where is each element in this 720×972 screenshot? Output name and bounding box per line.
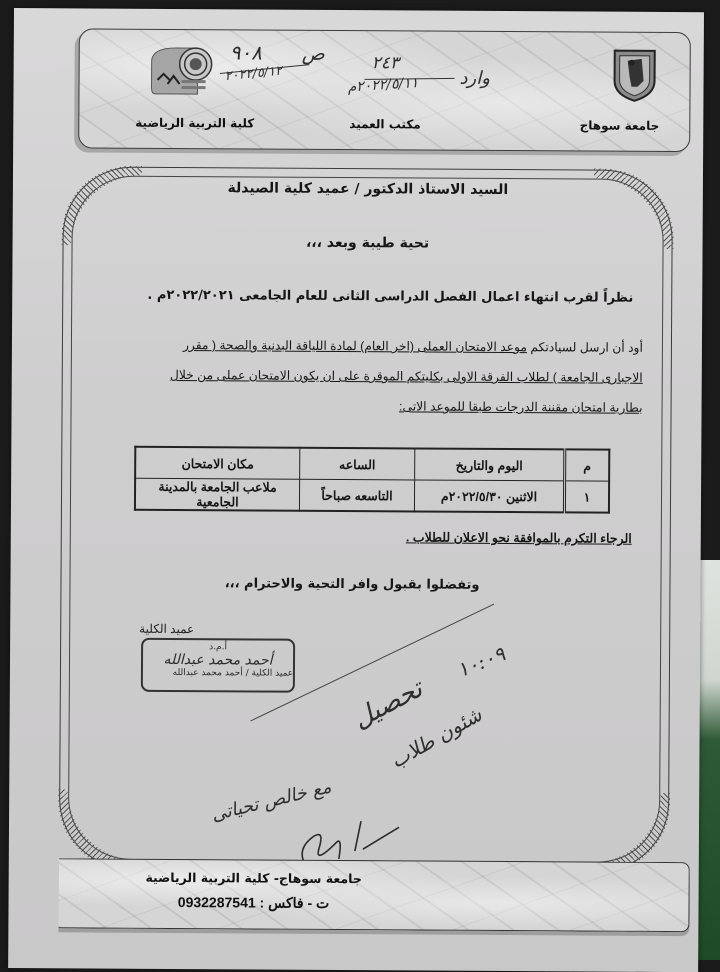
- contact-number: 0932287541: [177, 894, 256, 911]
- outgoing-date: ٢٠٢٢/٥/١٢: [224, 63, 283, 85]
- body-paragraph: [68, 329, 643, 423]
- handwritten-note-main: تحصيل: [348, 673, 428, 735]
- faculty-name: كلية التربية الرياضية: [135, 115, 255, 131]
- body-line-3: بطارية امتحان مقننة الدرجات طبقا للموعد الاتى:: [399, 399, 643, 415]
- cell-location: ملاعب الجامعة بالمدينة الجامعية: [135, 478, 300, 511]
- closing-line: وتفضلوا بقبول وافر التحية والاحترام ،،،: [224, 576, 480, 593]
- letter-body-frame: [59, 166, 673, 872]
- cell-time: التاسعه صباحاً: [299, 479, 414, 511]
- intro-paragraph: نظراً لقرب انتهاء اعمال الفصل الدراسى الثانى للعام الجامعى ٢٠٢٢/٢٠٢١م .: [147, 287, 634, 306]
- letter-page: [8, 8, 704, 972]
- stamp-position: عميد الكلية / أحمد محمد عبدالله: [172, 667, 294, 679]
- exam-schedule-table: [134, 446, 610, 514]
- header-time: الساعه: [300, 448, 415, 480]
- table-row: [135, 478, 609, 512]
- greeting: تحية طيبة وبعد ،،،: [305, 234, 430, 252]
- letterhead: [78, 28, 691, 152]
- university-name: جامعة سوهاج: [579, 118, 660, 133]
- outgoing-prefix: ص: [301, 42, 325, 65]
- handwritten-note-secondary: شئون طلاب: [386, 702, 486, 773]
- handwritten-note-left: مع خالص تحياتى: [209, 776, 334, 826]
- faculty-logo-icon: [147, 44, 227, 98]
- request-line: الرجاء التكرم بالموافقة نحو الاعلان للطلاب .: [405, 530, 632, 546]
- signatory-title: عميد الكلية: [139, 621, 195, 637]
- header-location: مكان الامتحان: [135, 447, 300, 480]
- incoming-number: ٢٤٣: [371, 53, 400, 74]
- header-index: م: [565, 449, 610, 481]
- body-line-1: [69, 329, 643, 363]
- header-date: اليوم والتاريخ: [415, 448, 565, 480]
- sohag-university-emblem-icon: [611, 47, 657, 103]
- dean-office-label: مكتب العميد: [349, 117, 421, 132]
- letter-content: [60, 167, 672, 871]
- background-surface: [698, 560, 720, 960]
- footer-address: جامعة سوهاج- كلية التربية الرياضية: [145, 869, 362, 887]
- handwritten-time: ١٠:٠٩: [453, 641, 509, 683]
- body-line-1-plain: أود أن ارسل لسيادتكم: [526, 340, 643, 355]
- footer-contact: [58, 893, 448, 912]
- stamp-name: أحمد محمد عبدالله: [163, 651, 273, 669]
- cell-date: الاثنين ٢٠٢٢/٥/٣٠م: [414, 480, 564, 512]
- cell-index: ١: [564, 481, 609, 513]
- addressee: السيد الاستاذ الدكتور / عميد كلية الصيدلة: [227, 180, 509, 199]
- stamp-rank: أ.م.د: [209, 642, 228, 653]
- table-header-row: [135, 447, 609, 481]
- dean-stamp: [141, 638, 295, 693]
- body-line-2: الاجبارى الجامعة ) لطلاب الفرقة الاولى بكليتكم الموقرة على ان يكون الامتحان عملى من خلال: [169, 367, 643, 385]
- body-line-1-underlined: موعد الامتحان العملى (اخر العام) لمادة اللياقة البدنية والصحة ( مقرر: [182, 338, 528, 355]
- letter-footer: [58, 858, 689, 932]
- incoming-date: ٢٠٢٢/٥/١١م: [347, 75, 419, 96]
- contact-label: ت - فاكس :: [259, 894, 330, 911]
- incoming-label: وارد: [459, 67, 491, 89]
- outgoing-number: ٩٠٨: [229, 40, 263, 65]
